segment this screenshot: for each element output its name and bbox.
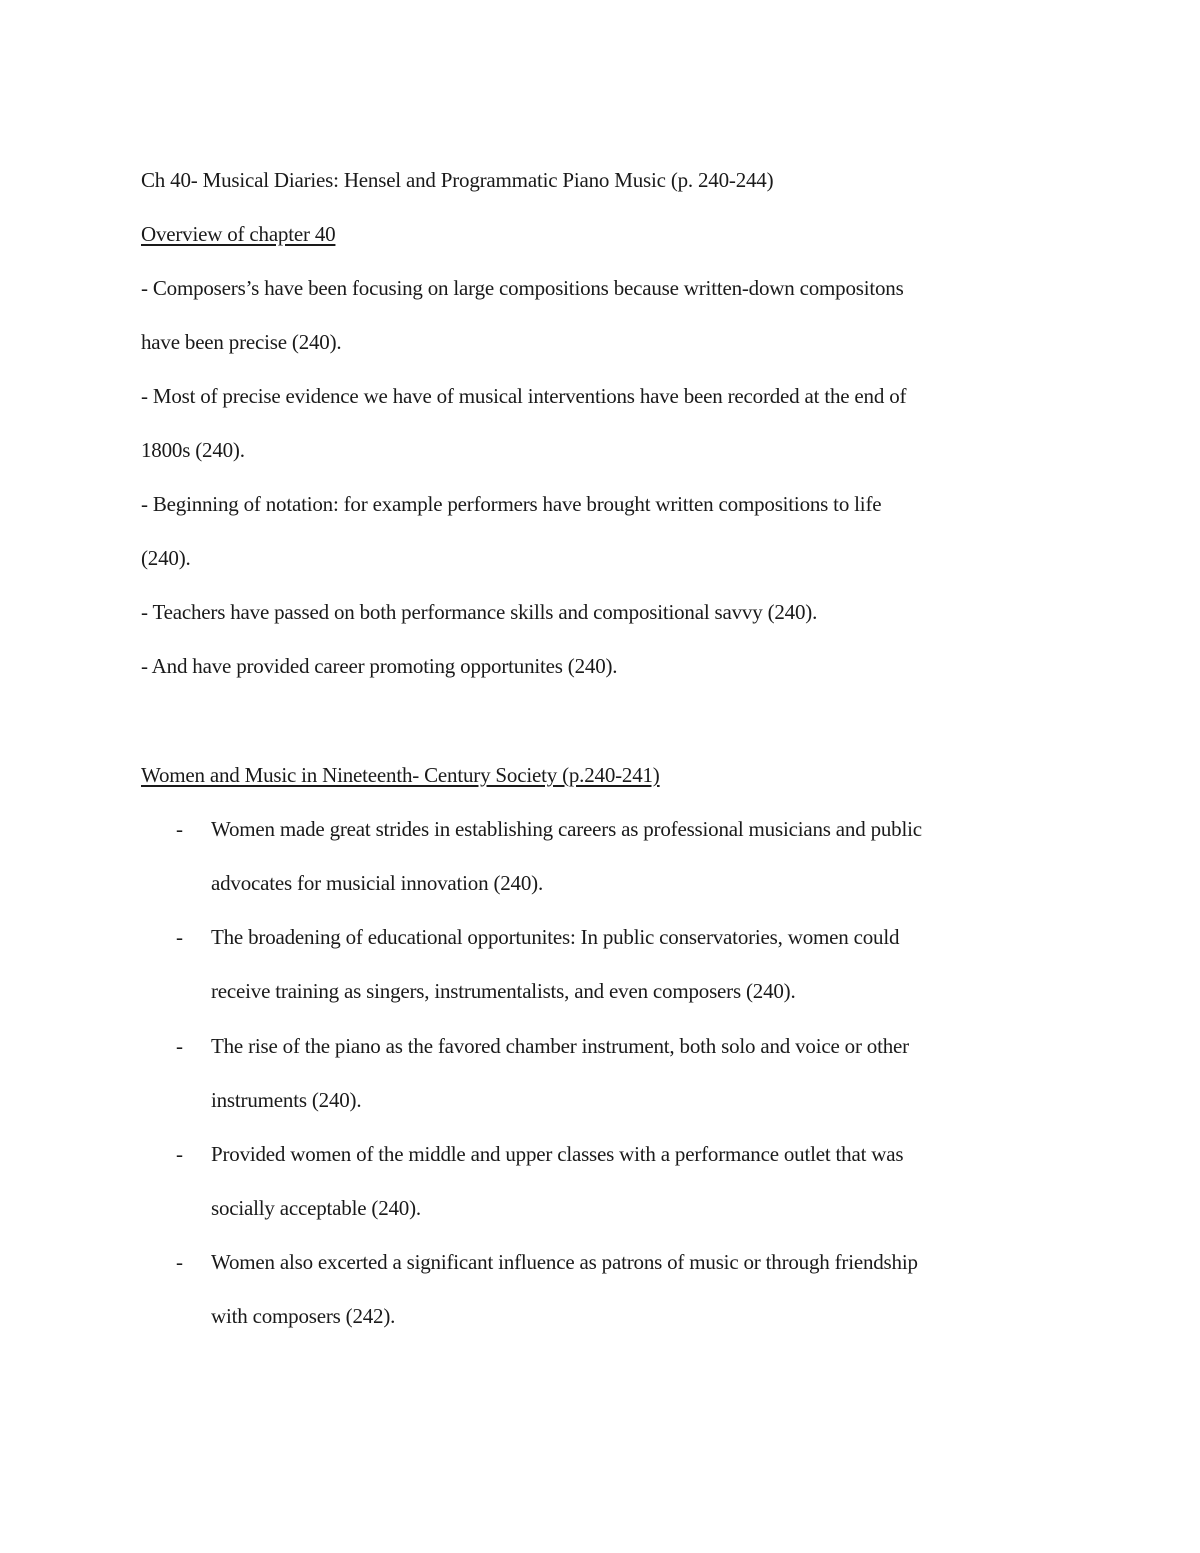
bullet-item-line: instruments (240). [211, 1088, 362, 1112]
overview-line: have been precise (240). [141, 330, 342, 354]
bullet-item-line: Women also excerted a significant influence as patrons of music or through friendship [211, 1250, 918, 1274]
bullet-item-line: The broadening of educational opportunites: In public conservatories, women could [211, 925, 900, 949]
overview-line: - Beginning of notation: for example performers have brought written compositions to life [141, 492, 882, 516]
section-heading-women-and-music: Women and Music in Nineteenth- Century Society (p.240-241) [141, 763, 660, 787]
bullet-marker: - [176, 1142, 183, 1166]
overview-line: - Most of precise evidence we have of musical interventions have been recorded at the end of [141, 384, 907, 408]
bullet-item-line: Provided women of the middle and upper classes with a performance outlet that was [211, 1142, 904, 1166]
bullet-item-line: advocates for musicial innovation (240). [211, 871, 543, 895]
overview-line: 1800s (240). [141, 438, 245, 462]
bullet-marker: - [176, 1034, 183, 1058]
bullet-marker: - [176, 817, 183, 841]
overview-line: (240). [141, 546, 191, 570]
overview-line: - Teachers have passed on both performance skills and compositional savvy (240). [141, 600, 818, 624]
section-heading-overview: Overview of chapter 40 [141, 222, 336, 246]
bullet-marker: - [176, 1250, 183, 1274]
bullet-marker: - [176, 925, 183, 949]
overview-line: - And have provided career promoting opportunites (240). [141, 654, 618, 678]
bullet-item-line: receive training as singers, instrumentalists, and even composers (240). [211, 979, 796, 1003]
bullet-item-line: socially acceptable (240). [211, 1196, 421, 1220]
document-title: Ch 40- Musical Diaries: Hensel and Programmatic Piano Music (p. 240-244) [141, 168, 774, 192]
bullet-item-line: Women made great strides in establishing careers as professional musicians and public [211, 817, 922, 841]
overview-line: - Composers’s have been focusing on large compositions because written-down compositons [141, 276, 904, 300]
bullet-item-line: with composers (242). [211, 1304, 396, 1328]
bullet-item-line: The rise of the piano as the favored chamber instrument, both solo and voice or other [211, 1034, 909, 1058]
